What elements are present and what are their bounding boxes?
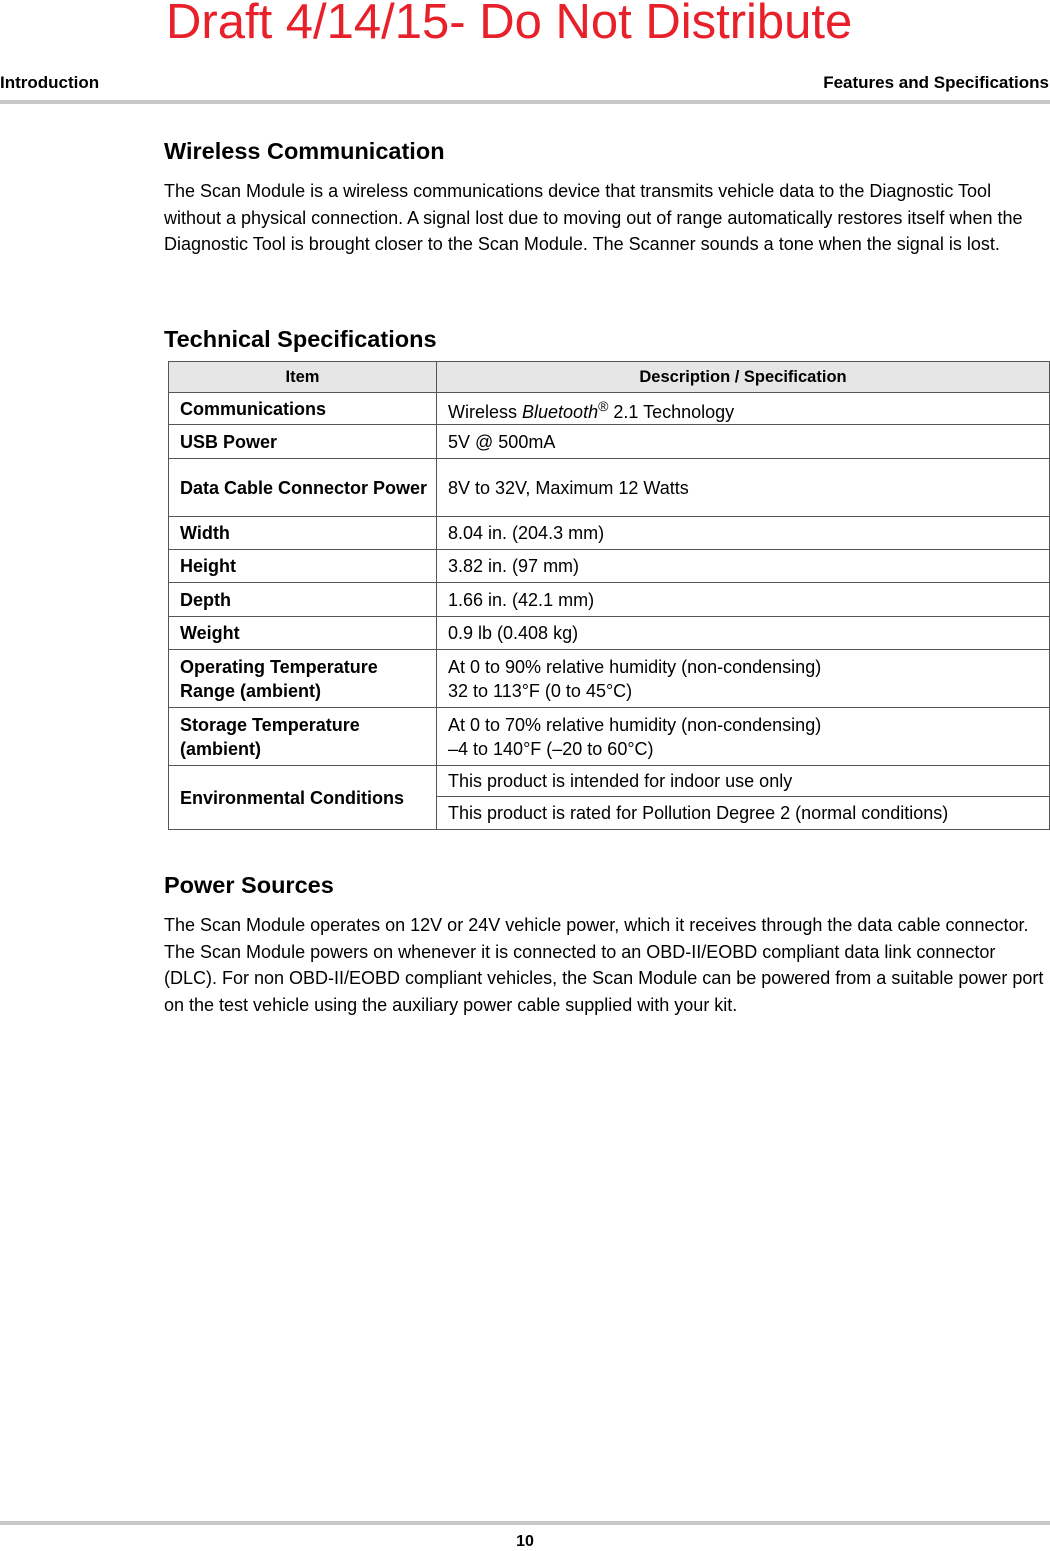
power-sources-heading: Power Sources <box>164 872 334 898</box>
header-section-title: Introduction <box>0 73 100 92</box>
table-row <box>169 550 1050 583</box>
power-body: The Scan Module operates on 12V or 24V vehicle power, which it receives through the data cable connector. The Scan Module powers on whenever it is connected to an OBD-II/EOBD compliant data link connector (DLC). For non OBD-II/EOBD compliant vehicles, the Scan Module can be powered from a suitable power port on the test vehicle using the auxiliary power cable supplied with your kit. <box>164 915 1044 1015</box>
registered-mark: ® <box>598 397 609 414</box>
spec-item: USB Power <box>169 425 437 459</box>
table-row <box>169 583 1050 617</box>
spec-item: Weight <box>169 617 437 650</box>
table-row <box>169 766 1050 797</box>
desc-line: At 0 to 70% relative humidity (non-condensing) <box>448 714 822 735</box>
spec-description: 8.04 in. (204.3 mm) <box>437 517 1050 550</box>
footer-divider <box>0 1521 1050 1525</box>
wireless-section <box>164 178 1049 258</box>
desc-line: –4 to 140°F (–20 to 60°C) <box>448 738 654 759</box>
spec-description: 0.9 lb (0.408 kg) <box>437 617 1050 650</box>
table-row <box>169 425 1050 459</box>
spec-description: 1.66 in. (42.1 mm) <box>437 583 1050 617</box>
page-number: 10 <box>516 1533 534 1550</box>
spec-description <box>437 393 1050 425</box>
spec-description: This product is rated for Pollution Degree 2 (normal conditions) <box>437 797 1050 830</box>
draft-watermark: Draft 4/14/15- Do Not Distribute <box>166 0 853 49</box>
spec-item: Operating Temperature Range (ambient) <box>169 650 437 708</box>
table-row <box>169 617 1050 650</box>
specifications-table <box>168 361 1050 830</box>
running-header <box>0 73 1050 97</box>
table-row <box>169 393 1050 425</box>
wireless-heading: Wireless Communication <box>164 138 445 164</box>
table-row <box>169 650 1050 708</box>
spec-description: 3.82 in. (97 mm) <box>437 550 1050 583</box>
column-header-item: Item <box>169 362 437 393</box>
bluetooth-text: Bluetooth <box>522 401 599 422</box>
spec-description: 8V to 32V, Maximum 12 Watts <box>437 459 1050 517</box>
desc-text: 2.1 Technology <box>608 401 735 422</box>
table-row <box>169 517 1050 550</box>
wireless-body: The Scan Module is a wireless communications device that transmits vehicle data to the Diagnostic Tool without a physical connection. A signal lost due to moving out of range automatically restores itself when the Diagnostic Tool is brought closer to the Scan Module. The Scanner sounds a tone when the signal is lost. <box>164 181 1023 254</box>
spec-description: This product is intended for indoor use only <box>437 766 1050 797</box>
tech-specs-heading: Technical Specifications <box>164 326 437 352</box>
column-header-description: Description / Specification <box>437 362 1050 393</box>
table-header-row <box>169 362 1050 393</box>
desc-text: Wireless <box>448 401 523 422</box>
desc-line: At 0 to 90% relative humidity (non-condensing) <box>448 656 822 677</box>
spec-item: Data Cable Connector Power <box>169 459 437 517</box>
spec-item: Depth <box>169 583 437 617</box>
spec-item: Environmental Conditions <box>169 766 437 830</box>
header-divider <box>0 100 1050 104</box>
header-chapter-title: Features and Specifications <box>823 73 1049 92</box>
power-section <box>164 912 1049 1018</box>
desc-line: 32 to 113°F (0 to 45°C) <box>448 680 633 701</box>
table-row <box>169 708 1050 766</box>
spec-item: Communications <box>169 393 437 425</box>
spec-item: Storage Temperature (ambient) <box>169 708 437 766</box>
table-row <box>169 459 1050 517</box>
spec-description <box>437 708 1050 766</box>
spec-item: Height <box>169 550 437 583</box>
spec-item: Width <box>169 517 437 550</box>
spec-description <box>437 650 1050 708</box>
spec-description: 5V @ 500mA <box>437 425 1050 459</box>
